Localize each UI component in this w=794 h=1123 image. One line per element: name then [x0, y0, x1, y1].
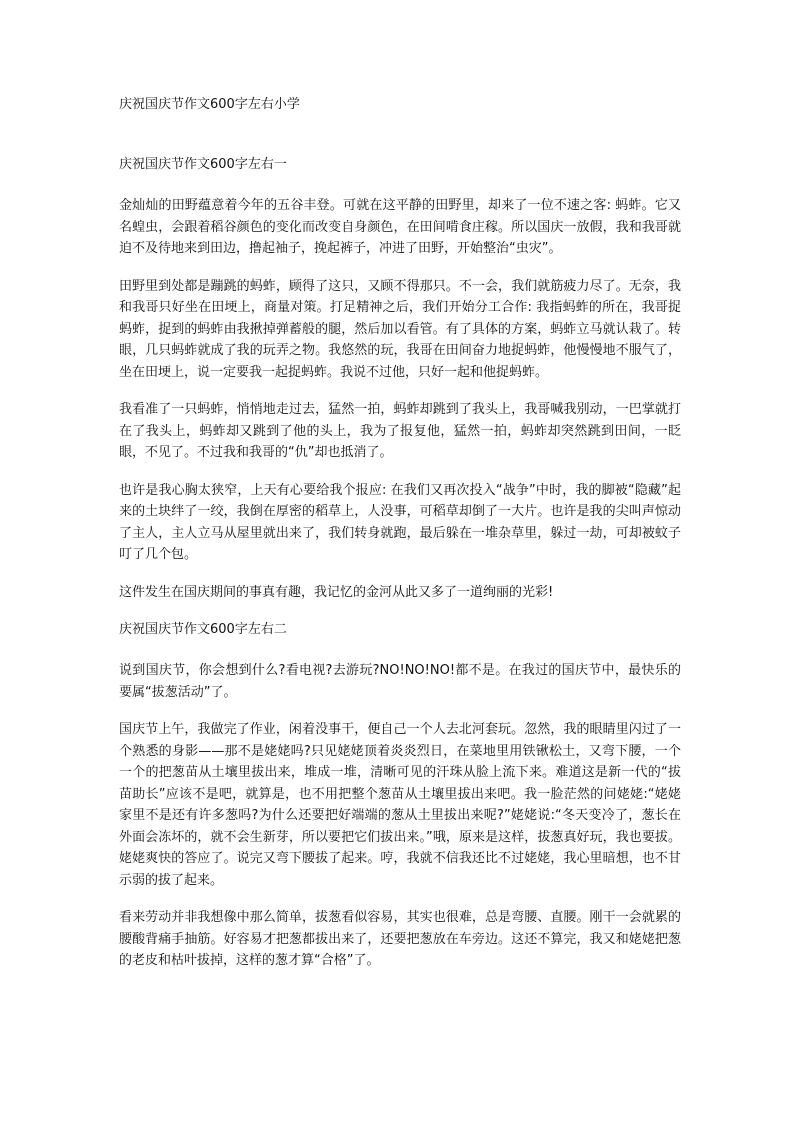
- document-body: [119, 94, 681, 988]
- paragraph: 我看准了一只蚂蚱，悄悄地走过去，猛然一拍，蚂蚱却跳到了我头上，我哥喊我别动，一巴掌就打在了我头上，蚂蚱却又跳到了他的头上，我为了报复他，猛然一拍，蚂蚱却突然跳到田间，一眨眼，不见了。不过我和我哥的“仇”却也抵消了。: [119, 402, 681, 460]
- section-heading-two: 庆祝国庆节作文600字左右二: [119, 622, 287, 637]
- paragraph: 国庆节上午，我做完了作业，闲着没事干，便自己一个人去北河套玩。忽然，我的眼睛里闪过了一个熟悉的身影——那不是姥姥吗?只见姥姥顶着炎炎烈日，在菜地里用铁锹松土，又弯下腰，一个一个的把葱苗从土壤里拔出来，堆成一堆，清晰可见的汗珠从脸上流下来。难道这是新一代的“拔苗助长”应该不是吧，就算是，也不用把整个葱苗从土壤里拔出来吧。我一脸茫然的问姥姥:“姥姥家里不是还有许多葱吗?为什么还要把好端端的葱从土里拔出来呢?”姥姥说:“冬天变冷了，葱长在外面会冻坏的，就不会生新芽，所以要把它们拔出来。”哦，原来是这样，拔葱真好玩，我也要拔。姥姥爽快的答应了。说完又弯下腰拔了起来。哼，我就不信我还比不过姥姥，我心里暗想，也不甘示弱的拔了起来。: [119, 722, 681, 888]
- paragraph: 说到国庆节，你会想到什么?看电视?去游玩?NO!NO!NO!都不是。在我过的国庆节中，最快乐的要属“拔葱活动”了。: [119, 663, 681, 700]
- section-heading-one: 庆祝国庆节作文600字左右一: [119, 157, 287, 172]
- document-title: 庆祝国庆节作文600字左右小学: [119, 97, 300, 112]
- paragraph: 金灿灿的田野蕴意着今年的五谷丰登。可就在这平静的田野里，却来了一位不速之客: 蚂蚱。它又名蝗虫，会跟着稻谷颜色的变化而改变自身颜色，在田间啃食庄稼。所以国庆一放假，我和我哥就迫不及待地来到田边，撸起袖子，挽起裤子，冲进了田野，开始整治“虫灾”。: [119, 198, 681, 256]
- paragraph: 田野里到处都是蹦跳的蚂蚱，顾得了这只，又顾不得那只。不一会，我们就筋疲力尽了。无奈，我和我哥只好坐在田埂上，商量对策。打足精神之后，我们开始分工合作: 我指蚂蚱的所在，我哥捉蚂蚱，捉到的蚂蚱由我揪掉弹蓄般的腿，然后加以看管。有了具体的方案，蚂蚱立马就认栽了。转眼，几只蚂蚱就成了我的玩弄之物。我悠然的玩，我哥在田间奋力地捉蚂蚱，他慢慢地不服气了，坐在田埂上，说一定要我一起捉蚂蚱。我说不过他，只好一起和他捉蚂蚱。: [119, 278, 681, 380]
- paragraph: 看来劳动并非我想像中那么简单，拔葱看似容易，其实也很难，总是弯腰、直腰。刚干一会就累的腰酸背痛手抽筋。好容易才把葱都拔出来了，还要把葱放在车旁边。这还不算完，我又和姥姥把葱的老皮和枯叶拔掉，这样的葱才算“合格”了。: [119, 910, 681, 968]
- paragraph: 也许是我心胸太狭窄，上天有心要给我个报应: 在我们又再次投入“战争”中时，我的脚被“隐藏”起来的土块绊了一绞，我倒在厚密的稻草上，人没事，可稻草却倒了一大片。也许是我的尖叫声惊动了主人，主人立马从屋里就出来了，我们转身就跑，最后躲在一堆杂草里，躲过一劫，可却被蚊子叮了几个包。: [119, 482, 681, 562]
- paragraph: 这件发生在国庆期间的事真有趣，我记忆的金河从此又多了一道绚丽的光彩!: [119, 584, 554, 600]
